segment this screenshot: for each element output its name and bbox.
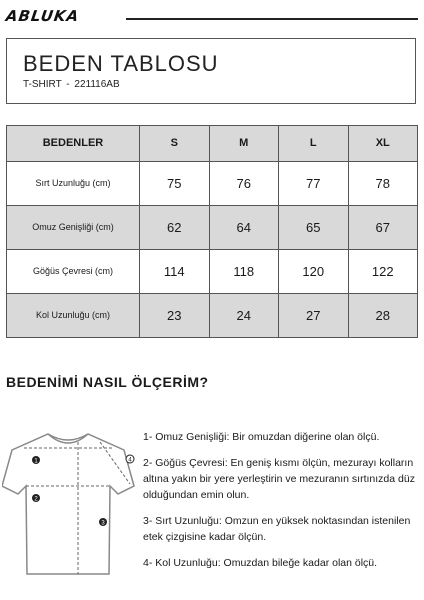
table-cell: 118 bbox=[209, 249, 279, 293]
step-text: 4- Kol Uzunluğu: Omuzdan bileğe kadar olan ölçü. bbox=[143, 557, 378, 569]
size-header: M bbox=[209, 126, 279, 162]
table-corner-label: BEDENLER bbox=[7, 126, 140, 162]
page-title: BEDEN TABLOSU bbox=[23, 51, 219, 76]
table-cell: 67 bbox=[348, 205, 418, 249]
size-header: S bbox=[140, 126, 210, 162]
table-cell: 64 bbox=[209, 205, 279, 249]
marker-1-label: 1 bbox=[34, 458, 38, 465]
table-cell: 62 bbox=[140, 205, 210, 249]
table-cell: 78 bbox=[348, 161, 418, 205]
table-cell: 23 bbox=[140, 293, 210, 337]
title-box bbox=[6, 38, 416, 104]
row-label: Omuz Genişliği (cm) bbox=[7, 205, 140, 249]
table-cell: 76 bbox=[209, 161, 279, 205]
size-header: L bbox=[279, 126, 349, 162]
table-row bbox=[7, 205, 418, 249]
brand-logo: ABLUKA bbox=[4, 7, 81, 25]
row-label: Kol Uzunluğu (cm) bbox=[7, 293, 140, 337]
size-table bbox=[6, 125, 418, 338]
table-cell: 114 bbox=[140, 249, 210, 293]
header-rule bbox=[126, 18, 418, 20]
table-row bbox=[7, 161, 418, 205]
table-row bbox=[7, 293, 418, 337]
tshirt-diagram-icon bbox=[2, 428, 140, 588]
how-to-measure-title: BEDENİMİ NASIL ÖLÇERİM? bbox=[6, 374, 209, 390]
table-cell: 65 bbox=[279, 205, 349, 249]
measurement-steps bbox=[143, 429, 421, 581]
table-row bbox=[7, 249, 418, 293]
marker-4-label: 4 bbox=[128, 457, 132, 464]
step-text: 1- Omuz Genişliği: Bir omuzdan diğerine olan ölçü. bbox=[143, 431, 380, 443]
row-label: Göğüs Çevresi (cm) bbox=[7, 249, 140, 293]
table-cell: 122 bbox=[348, 249, 418, 293]
marker-3-label: 3 bbox=[101, 520, 105, 527]
size-header: XL bbox=[348, 126, 418, 162]
step-text: 2- Göğüs Çevresi: En geniş kısmı ölçün, mezurayı kolların altına yakın bir yere yerleştirin ve mezuranın sırtınızda düz olduğundan emin olun. bbox=[143, 457, 415, 501]
table-cell: 77 bbox=[279, 161, 349, 205]
row-label: Sırt Uzunluğu (cm) bbox=[7, 161, 140, 205]
table-cell: 75 bbox=[140, 161, 210, 205]
table-cell: 27 bbox=[279, 293, 349, 337]
table-cell: 120 bbox=[279, 249, 349, 293]
step-text: 3- Sırt Uzunluğu: Omzun en yüksek noktasından istenilen etek çizgisine kadar ölçün. bbox=[143, 515, 411, 543]
size-header-row bbox=[7, 126, 418, 162]
table-cell: 28 bbox=[348, 293, 418, 337]
table-cell: 24 bbox=[209, 293, 279, 337]
product-code: T-SHIRT - 221116AB bbox=[23, 79, 120, 90]
marker-2-label: 2 bbox=[34, 496, 38, 503]
